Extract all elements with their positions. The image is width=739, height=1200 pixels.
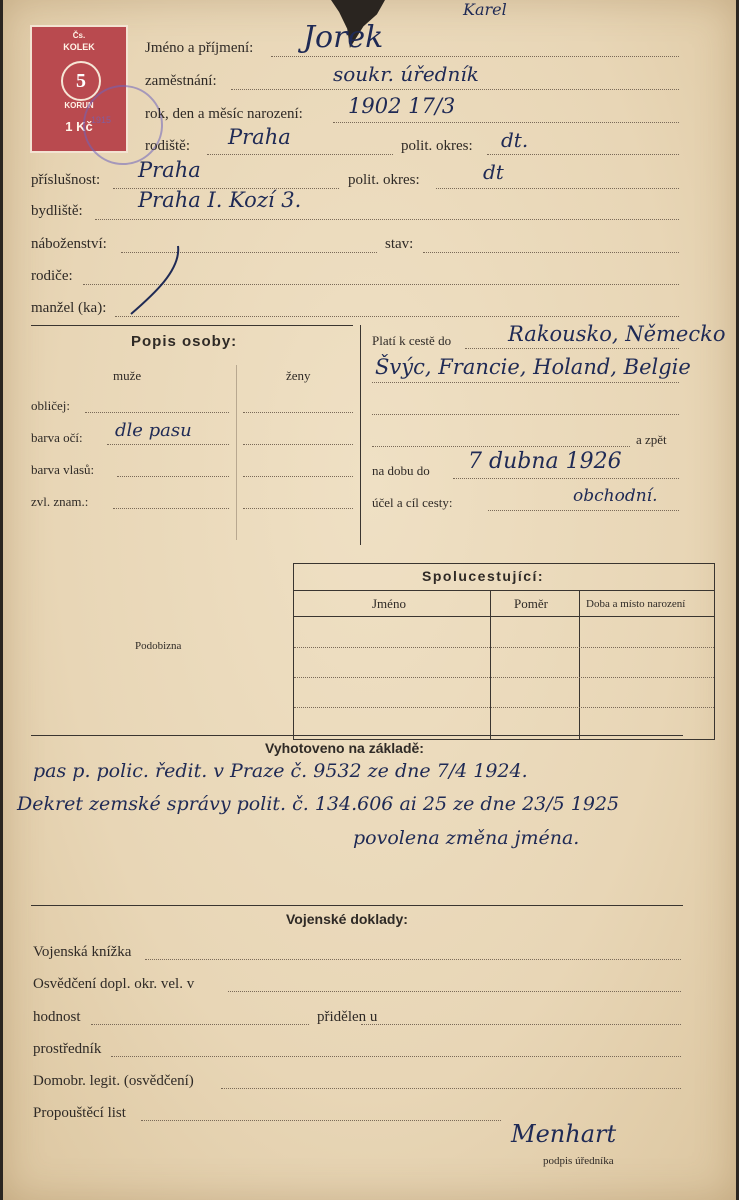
divider-left bbox=[31, 325, 353, 326]
table-header-bottom-line bbox=[294, 616, 714, 617]
stamp-kolek: KOLEK bbox=[63, 42, 95, 52]
bydliste-label: bydliště: bbox=[31, 203, 83, 219]
pridelen-label: přidělen u bbox=[317, 1009, 378, 1025]
knizka-label: Vojenská knížka bbox=[33, 944, 132, 960]
osvedceni-label: Osvědčení dopl. okr. vel. v bbox=[33, 976, 195, 992]
narozeni-dotted-line bbox=[333, 122, 679, 123]
manzel-label: manžel (ka): bbox=[31, 300, 107, 316]
table-row bbox=[294, 647, 714, 648]
divider-vertical bbox=[360, 325, 361, 545]
vojenske-title: Vojenské doklady: bbox=[286, 911, 408, 927]
zvl-znam-zeny-dotted-line bbox=[243, 508, 353, 509]
okres2-dotted-line bbox=[436, 188, 679, 189]
vyhotoveno-top-line bbox=[31, 735, 683, 736]
na-dobu-label: na dobu do bbox=[372, 463, 430, 478]
col-jmeno: Jméno bbox=[372, 596, 406, 611]
table-col-divider-1 bbox=[490, 590, 491, 739]
seal-text: 1915 bbox=[91, 115, 112, 125]
na-dobu-value: 7 dubna 1926 bbox=[468, 449, 622, 474]
domobr-label: Domobr. legit. (osvědčení) bbox=[33, 1073, 194, 1089]
rodiste-label: rodiště: bbox=[145, 138, 190, 154]
stamp-currency: KORUN bbox=[64, 101, 94, 110]
rodiste-value: Praha bbox=[228, 125, 291, 149]
ucel-dotted-line bbox=[488, 510, 679, 511]
popis-muze: muže bbox=[113, 368, 142, 383]
zamestnani-value: soukr. úředník bbox=[333, 62, 479, 86]
okres1-value: dt. bbox=[501, 128, 529, 152]
okres1-dotted-line bbox=[487, 154, 679, 155]
hodnost-label: hodnost bbox=[33, 1009, 81, 1025]
narozeni-value: 1902 17/3 bbox=[348, 94, 456, 118]
table-col-divider-2 bbox=[579, 590, 580, 739]
ucel-value: obchodní. bbox=[573, 486, 658, 506]
spolucestujici-title: Spolucestující: bbox=[422, 568, 545, 584]
oblicej-dotted-line bbox=[85, 412, 229, 413]
plati-value-2: Švýc, Francie, Holand, Belgie bbox=[375, 355, 691, 379]
ucel-label: účel a cíl cesty: bbox=[372, 495, 453, 510]
col-doba: Doba a místo narození bbox=[586, 598, 686, 610]
barva-oci-label: barva očí: bbox=[31, 430, 83, 445]
stamp-value: 5 bbox=[61, 61, 101, 101]
propousteci-dotted-line bbox=[141, 1120, 501, 1121]
jmeno-value: Jorek bbox=[303, 20, 384, 55]
barva-vlasu-zeny-dotted-line bbox=[243, 476, 353, 477]
official-signature: Menhart bbox=[511, 1120, 617, 1148]
prislusnost-value: Praha bbox=[138, 158, 201, 182]
spolucestujici-table bbox=[293, 563, 715, 740]
okres1-label: polit. okres: bbox=[401, 138, 473, 154]
plati-value-1: Rakousko, Německo bbox=[508, 322, 726, 346]
barva-oci-zeny-dotted-line bbox=[243, 444, 353, 445]
nabozenstvi-label: náboženství: bbox=[31, 236, 107, 252]
hodnost-dotted-line bbox=[91, 1024, 309, 1025]
vyhotoveno-line3: povolena změna jména. bbox=[353, 827, 580, 849]
okres2-label: polit. okres: bbox=[348, 172, 420, 188]
okres2-value: dt bbox=[483, 160, 504, 184]
oblicej-zeny-dotted-line bbox=[243, 412, 353, 413]
podpis-label: podpis úředníka bbox=[543, 1155, 614, 1167]
plati-dotted-line-2 bbox=[372, 382, 679, 383]
propousteci-label: Propouštěcí list bbox=[33, 1105, 126, 1121]
jmeno-dotted-line bbox=[271, 56, 679, 57]
manzel-dotted-line bbox=[115, 316, 679, 317]
oblicej-label: obličej: bbox=[31, 398, 70, 413]
vyhotoveno-line1: pas p. polic. ředit. v Praze č. 9532 ze dne 7/4 1924. bbox=[33, 760, 528, 782]
a-zpet-dotted-line bbox=[372, 446, 630, 447]
col-pomer: Poměr bbox=[514, 596, 548, 611]
jmeno-label: Jméno a příjmení: bbox=[145, 40, 254, 56]
prislusnost-label: příslušnost: bbox=[31, 172, 101, 188]
vyhotoveno-line2: Dekret zemské správy polit. č. 134.606 ai 25 ze dne 23/5 1925 bbox=[17, 793, 620, 815]
bydliste-value: Praha I. Kozí 3. bbox=[138, 188, 302, 212]
prostrednik-label: prostředník bbox=[33, 1041, 102, 1057]
barva-oci-value: dle pasu bbox=[115, 420, 192, 441]
podobizna-label: Podobizna bbox=[135, 640, 182, 652]
pridelen-dotted-line bbox=[361, 1024, 681, 1025]
zvl-znam-label: zvl. znam.: bbox=[31, 494, 89, 509]
table-row bbox=[294, 677, 714, 678]
popis-title: Popis osoby: bbox=[131, 333, 238, 350]
zamestnani-dotted-line bbox=[231, 89, 679, 90]
stamp-lower-value: 1 Kč bbox=[65, 119, 93, 134]
domobr-dotted-line bbox=[221, 1088, 681, 1089]
knizka-dotted-line bbox=[145, 959, 681, 960]
barva-oci-dotted-line bbox=[107, 444, 229, 445]
barva-vlasu-dotted-line bbox=[117, 476, 229, 477]
plati-dotted-line-1 bbox=[465, 348, 679, 349]
na-dobu-dotted-line bbox=[453, 478, 679, 479]
zamestnani-label: zaměstnání: bbox=[145, 73, 217, 89]
narozeni-label: rok, den a měsíc narození: bbox=[145, 106, 303, 122]
table-header-top-line bbox=[294, 590, 714, 591]
stav-label: stav: bbox=[385, 236, 414, 252]
a-zpet-label: a zpět bbox=[636, 432, 667, 447]
prostrednik-dotted-line bbox=[111, 1056, 681, 1057]
vyhotoveno-title: Vyhotoveno na základě: bbox=[265, 740, 424, 756]
rodiste-dotted-line bbox=[207, 154, 393, 155]
stamp-country: Čs. bbox=[72, 31, 86, 40]
stav-dotted-line bbox=[423, 252, 679, 253]
jmeno-above-value: Karel bbox=[463, 0, 507, 19]
bydliste-dotted-line bbox=[95, 219, 679, 220]
plati-dotted-line-3 bbox=[372, 414, 679, 415]
rodice-strike-mark bbox=[123, 240, 193, 320]
barva-vlasu-label: barva vlasů: bbox=[31, 462, 95, 477]
passport-application-form bbox=[3, 0, 736, 1200]
rodice-label: rodiče: bbox=[31, 268, 73, 284]
zvl-znam-dotted-line bbox=[113, 508, 229, 509]
osvedceni-dotted-line bbox=[228, 991, 681, 992]
plati-label: Platí k cestě do bbox=[372, 333, 452, 348]
table-row bbox=[294, 707, 714, 708]
popis-col-divider bbox=[236, 365, 237, 540]
vojenske-top-line bbox=[31, 905, 683, 906]
popis-zeny: ženy bbox=[286, 368, 311, 383]
